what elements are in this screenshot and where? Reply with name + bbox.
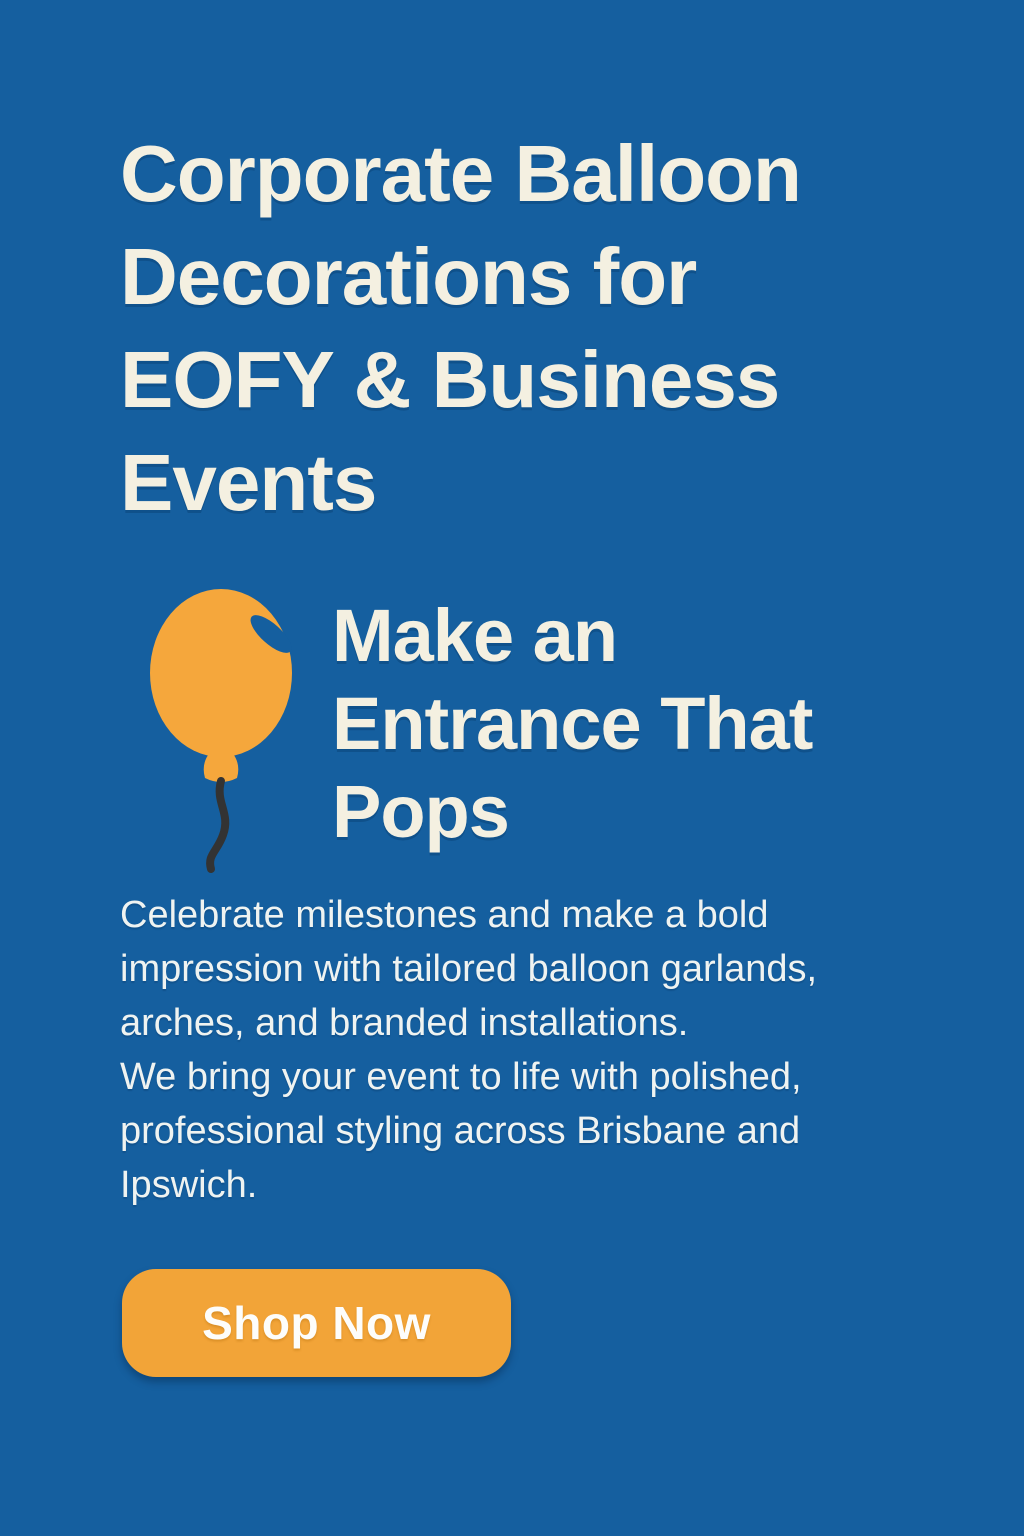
subtitle-line-3: Pops — [332, 770, 509, 853]
body-line-2: impression with tailored balloon garlands, — [120, 948, 818, 990]
body-line-5: professional styling across Brisbane and — [120, 1110, 801, 1152]
subtitle-line-1: Make an — [332, 594, 618, 677]
title-line-1: Corporate Balloon — [120, 129, 801, 218]
title-line-4: Events — [120, 438, 377, 527]
body-copy — [120, 888, 817, 1212]
balloon-icon — [145, 585, 305, 880]
title-line-3: EOFY & Business — [120, 335, 780, 424]
balloon-body — [150, 589, 292, 757]
balloon-string — [210, 781, 225, 869]
body-line-4: We bring your event to life with polished, — [120, 1056, 802, 1098]
subtitle-line-2: Entrance That — [332, 682, 813, 765]
shop-now-button[interactable]: Shop Now — [122, 1269, 511, 1377]
title-line-2: Decorations for — [120, 232, 697, 321]
body-line-6: Ipswich. — [120, 1164, 258, 1206]
subtitle — [332, 592, 812, 856]
body-line-1: Celebrate milestones and make a bold — [120, 894, 769, 936]
body-line-3: arches, and branded installations. — [120, 1002, 689, 1044]
page-title — [120, 122, 801, 534]
